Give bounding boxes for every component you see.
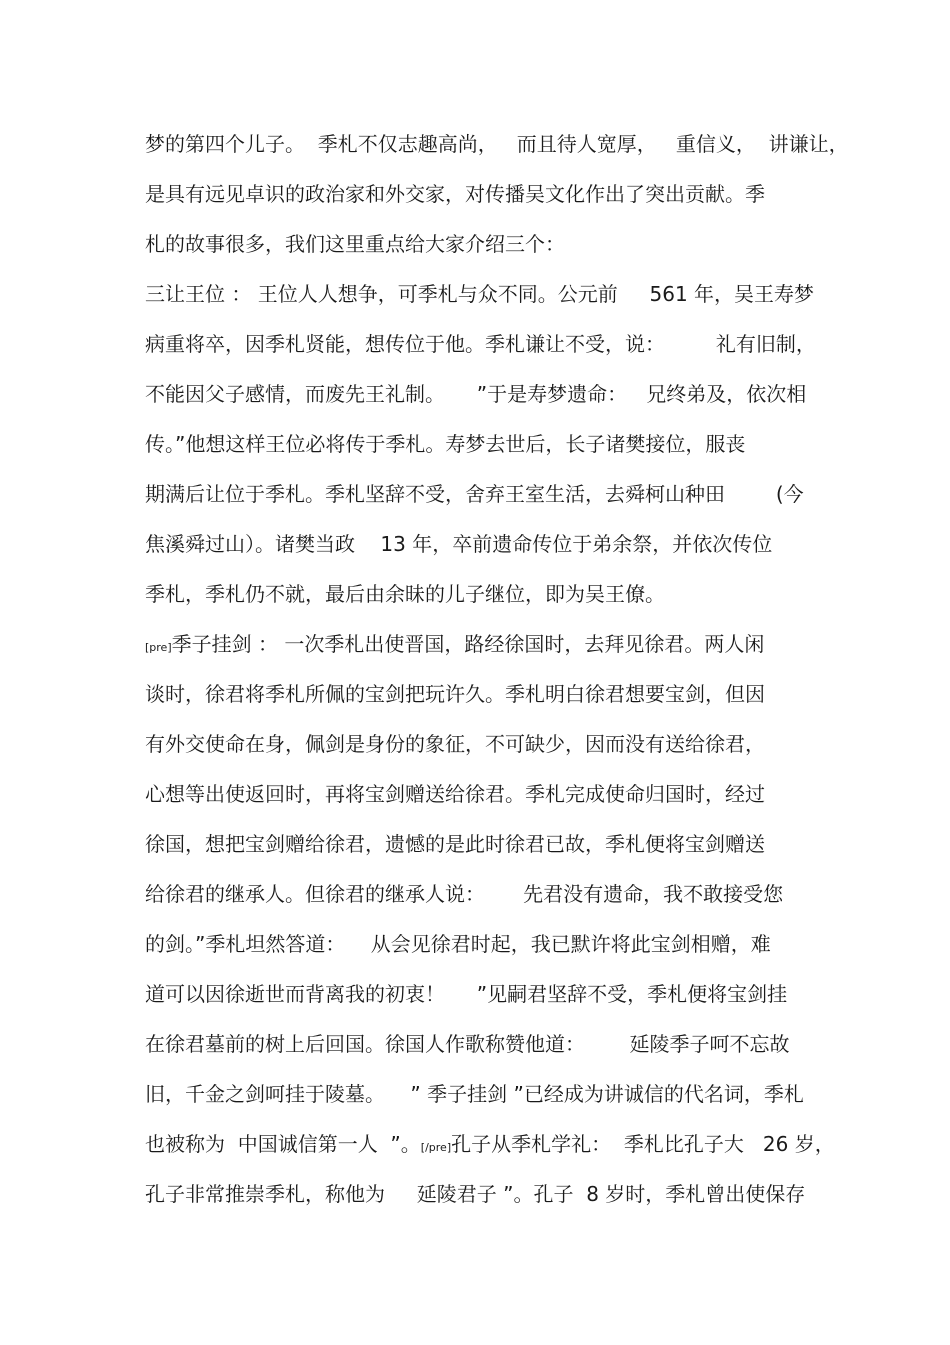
text-line-21-start: 也被称为 中国诚信第一人 ”。 bbox=[145, 1132, 421, 1156]
text-line-18: 道可以因徐逝世而背离我的初衷！ ”见嗣君坚辞不受，季札便将宝剑挂 bbox=[145, 982, 788, 1006]
text-line-21-end: 孔子从季札学礼： 季札比孔子大 26 岁， bbox=[451, 1132, 835, 1156]
text-line-10: 季札，季札仍不就，最后由余昧的儿子继位，即为吴王僚。 bbox=[145, 582, 665, 606]
text-line-2: 是具有远见卓识的政治家和外交家，对传播吴文化作出了突出贡献。季 bbox=[145, 182, 765, 206]
pre-open-tag: [pre] bbox=[145, 641, 172, 654]
text-line-4: 三让王位 ： 王位人人想争，可季札与众不同。公元前 561 年，吴王寿梦 bbox=[145, 282, 815, 306]
text-line-13: 有外交使命在身，佩剑是身份的象征，不可缺少，因而没有送给徐君， bbox=[145, 732, 765, 756]
text-line-20: 旧，千金之剑呵挂于陵墓。 ” 季子挂剑 ”已经成为讲诚信的代名词，季札 bbox=[145, 1082, 804, 1106]
pre-close-tag: [/pre] bbox=[420, 1141, 452, 1154]
text-line-14: 心想等出使返回时，再将宝剑赠送给徐君。季札完成使命归国时，经过 bbox=[145, 782, 765, 806]
text-line-11-content: 季子挂剑 ： 一次季札出使晋国，路经徐国时，去拜见徐君。两人闲 bbox=[171, 632, 765, 656]
text-line-15: 徐国，想把宝剑赠给徐君，遗憾的是此时徐君已故，季札便将宝剑赠送 bbox=[145, 832, 765, 856]
text-line-8: 期满后让位于季札。季札坚辞不受，舍弃王室生活，去舜柯山种田 (今 bbox=[145, 482, 804, 506]
text-line-11 bbox=[145, 631, 764, 661]
text-line-5: 病重将卒，因季札贤能，想传位于他。季札谦让不受，说： 礼有旧制， bbox=[145, 332, 816, 356]
text-line-6: 不能因父子感情，而废先王礼制。 ”于是寿梦遗命： 兄终弟及，依次相 bbox=[145, 382, 807, 406]
text-line-1: 梦的第四个儿子。 季札不仅志趣高尚， 而且待人宽厚， 重信义， 讲谦让， bbox=[145, 132, 849, 156]
text-line-3: 札的故事很多，我们这里重点给大家介绍三个： bbox=[145, 232, 565, 256]
text-line-16: 给徐君的继承人。但徐君的继承人说： 先君没有遗命，我不敢接受您 bbox=[145, 882, 784, 906]
text-line-12: 谈时，徐君将季札所佩的宝剑把玩许久。季札明白徐君想要宝剑，但因 bbox=[145, 682, 765, 706]
text-line-9: 焦溪舜过山）。诸樊当政 13 年，卒前遗命传位于弟余祭，并依次传位 bbox=[145, 532, 773, 556]
text-line-22: 孔子非常推崇季札，称他为 延陵君子 ”。孔子 8 岁时，季札曾出使保存 bbox=[145, 1182, 806, 1206]
text-line-21 bbox=[145, 1131, 835, 1161]
text-line-7: 传。”他想这样王位必将传于季札。寿梦去世后，长子诸樊接位，服丧 bbox=[145, 432, 746, 456]
text-line-19: 在徐君墓前的树上后回国。徐国人作歌称赞他道： 延陵季子呵不忘故 bbox=[145, 1032, 790, 1056]
text-line-17: 的剑。”季札坦然答道： 从会见徐君时起，我已默许将此宝剑相赠，难 bbox=[145, 932, 771, 956]
